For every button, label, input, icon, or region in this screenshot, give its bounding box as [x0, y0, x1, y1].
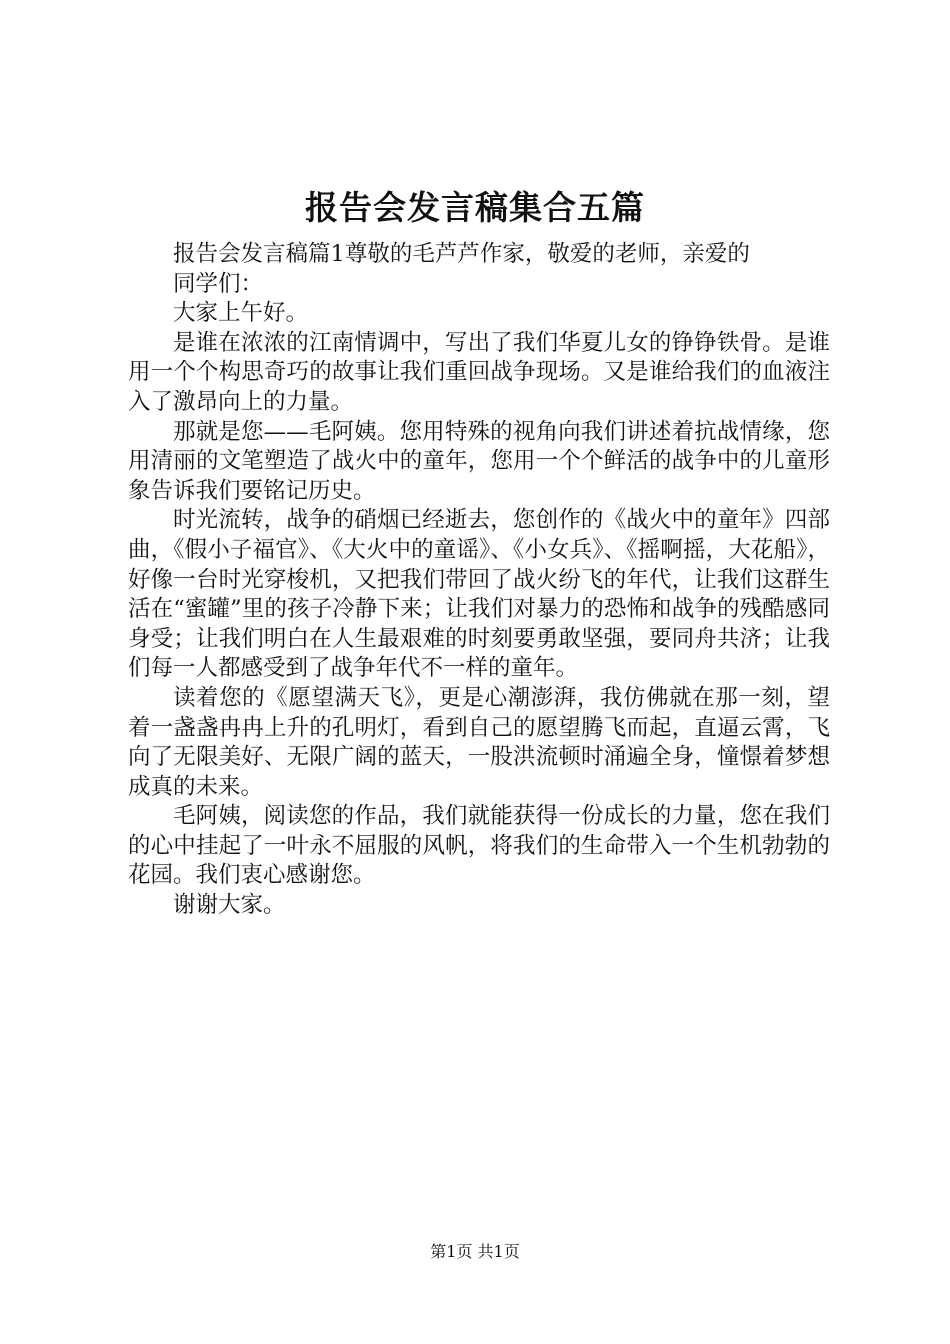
paragraph: 毛阿姨，阅读您的作品，我们就能获得一份成长的力量，您在我们的心中挂起了一叶永不屈服的风帆，将我们的生命带入一个生机勃勃的花园。我们衷心感谢您。 [128, 803, 830, 889]
paragraph: 谢谢大家。 [173, 892, 286, 919]
paragraph: 同学们： [173, 270, 264, 297]
paragraph: 读着您的《愿望满天飞》，更是心潮澎湃，我仿佛就在那一刻，望着一盏盏冉冉上升的孔明灯，看到自己的愿望腾飞而起，直逼云霄，飞向了无限美好、无限广阔的蓝天，一股洪流顿时涌遍全身，憧憬着梦想成真的未来。 [128, 684, 830, 800]
document-body [128, 240, 830, 921]
paragraph: 报告会发言稿篇1尊敬的毛芦芦作家，敬爱的老师，亲爱的 [173, 241, 750, 267]
page-number-total: 共1页 [477, 1242, 520, 1261]
paragraph: 是谁在浓浓的江南情调中，写出了我们华夏儿女的铮铮铁骨。是谁用一个个构思奇巧的故事让我们重回战争现场。又是谁给我们的血液注入了激昂向上的力量。 [128, 329, 830, 415]
paragraph: 那就是您——毛阿姨。您用特殊的视角向我们讲述着抗战情缘，您用清丽的文笔塑造了战火中的童年，您用一个个鲜活的战争中的儿童形象告诉我们要铭记历史。 [128, 418, 830, 504]
paragraph: 大家上午好。 [173, 300, 309, 327]
paragraph: 时光流转，战争的硝烟已经逝去，您创作的《战火中的童年》四部曲，《假小子福官》、《大火中的童谣》、《小女兵》、《摇啊摇，大花船》，好像一台时光穿梭机，又把我们带回了战火纷飞的年代，让我们这群生活在“蜜罐”里的孩子冷静下来；让我们对暴力的恐怖和战争的残酷感同身受；让我们明白在人生最艰难的时刻要勇敢坚强，要同舟共济；让我们每一人都感受到了战争年代不一样的童年。 [128, 507, 830, 682]
page-number-current: 第1页 [430, 1242, 473, 1261]
page-footer [0, 1240, 950, 1264]
document-title: 报告会发言稿集合五篇 [305, 188, 645, 227]
